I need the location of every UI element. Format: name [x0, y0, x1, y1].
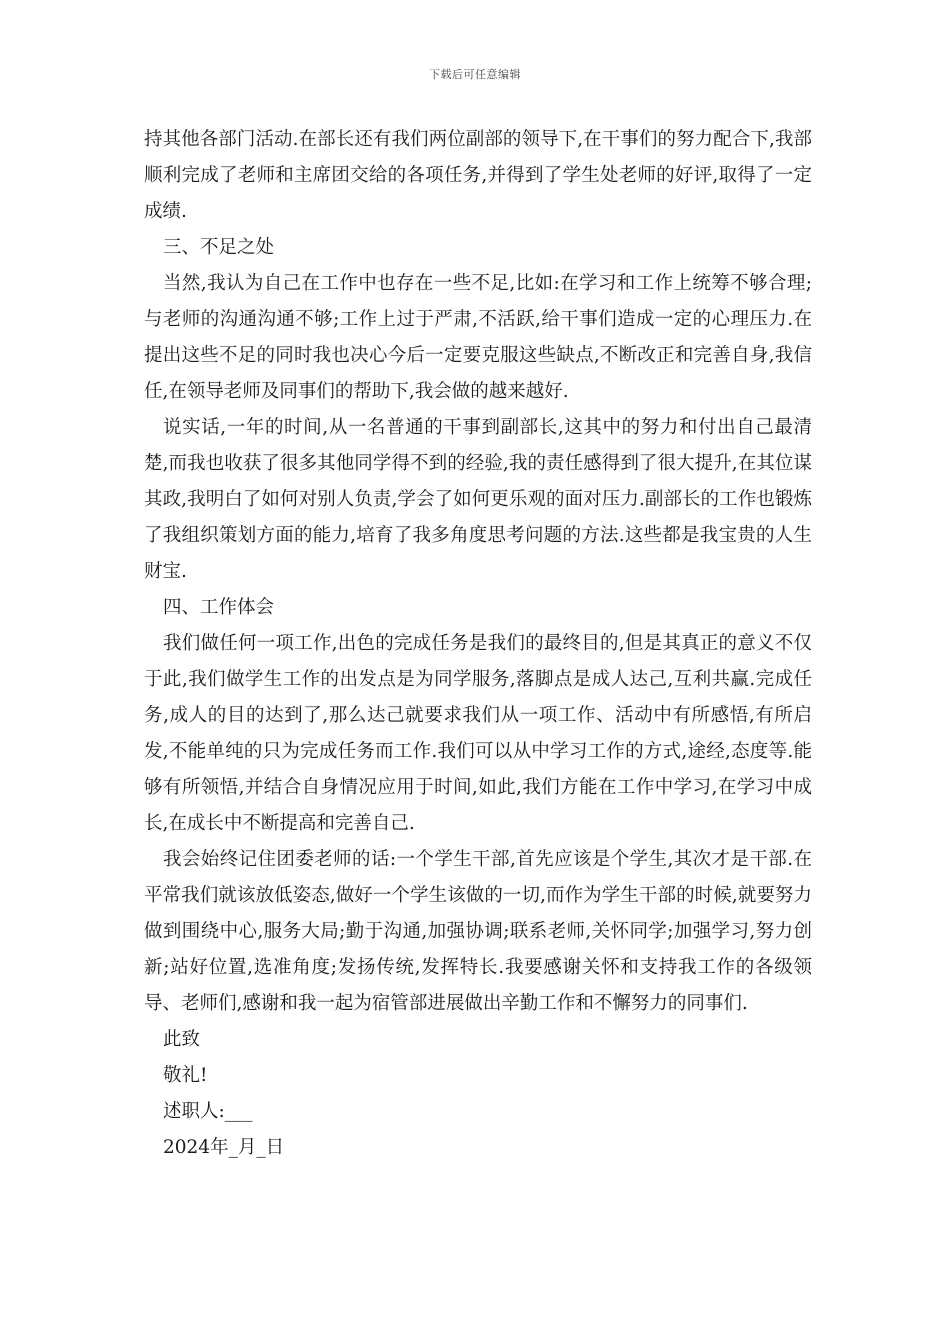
paragraph-reflection: 说实话,一年的时间,从一名普通的干事到副部长,这其中的努力和付出自己最清楚,而我也收获了很多其他同学得不到的经验,我的责任感得到了很大提升,在其位谋其政,我明白了如何对别人负责,学会了如何更乐观的面对压力.副部长的工作也锻炼了我组织策划方面的能力,培育了我多角度思考问题的方法.这些都是我宝贵的人生财宝.: [144, 417, 812, 582]
paragraph-shortcomings: 当然,我认为自己在工作中也存在一些不足,比如:在学习和工作上统筹不够合理;与老师的沟通沟通不够;工作上过于严肃,不活跃,给干事们造成一定的心理压力.在提出这些不足的同时我也决心今后一定要克服这些缺点,不断改正和完善自身,我信任,在领导老师及同事们的帮助下,我会做的越来越好.: [144, 273, 812, 402]
closing-regards: 敬礼!: [163, 1065, 208, 1086]
paragraph-commitment: 我会始终记住团委老师的话:一个学生干部,首先应该是个学生,其次才是干部.在平常我们就该放低姿态,做好一个学生该做的一切,而作为学生干部的时候,就要努力做到围绕中心,服务大局;勤于沟通,加强协调;联系老师,关怀同学;加强学习,努力创新;站好位置,选准角度;发扬传统,发挥特长.我要感谢关怀和支持我工作的各级领导、老师们,感谢和我一起为宿管部进展做出辛勤工作和不懈努力的同事们.: [144, 849, 812, 1014]
page-header: 下载后可任意编辑: [429, 68, 521, 81]
section-heading-shortcomings: 三、不足之处: [163, 237, 275, 258]
date-line: 2024年_月_日: [163, 1137, 285, 1158]
document-body: [144, 122, 812, 1166]
signature-line: 述职人:___: [163, 1101, 253, 1122]
paragraph-continuation: 持其他各部门活动.在部长还有我们两位副部的领导下,在干事们的努力配合下,我部顺利完成了老师和主席团交给的各项任务,并得到了学生处老师的好评,取得了一定成绩.: [144, 129, 812, 222]
section-heading-experience: 四、工作体会: [163, 597, 275, 618]
paragraph-experience: 我们做任何一项工作,出色的完成任务是我们的最终目的,但是其真正的意义不仅于此,我们做学生工作的出发点是为同学服务,落脚点是成人达己,互利共赢.完成任务,成人的目的达到了,那么达己就要求我们从一项工作、活动中有所感悟,有所启发,不能单纯的只为完成任务而工作.我们可以从中学习工作的方式,途经,态度等.能够有所领悟,并结合自身情况应用于时间,如此,我们方能在工作中学习,在学习中成长,在成长中不断提高和完善自己.: [144, 633, 812, 834]
closing-salutation: 此致: [163, 1029, 201, 1050]
